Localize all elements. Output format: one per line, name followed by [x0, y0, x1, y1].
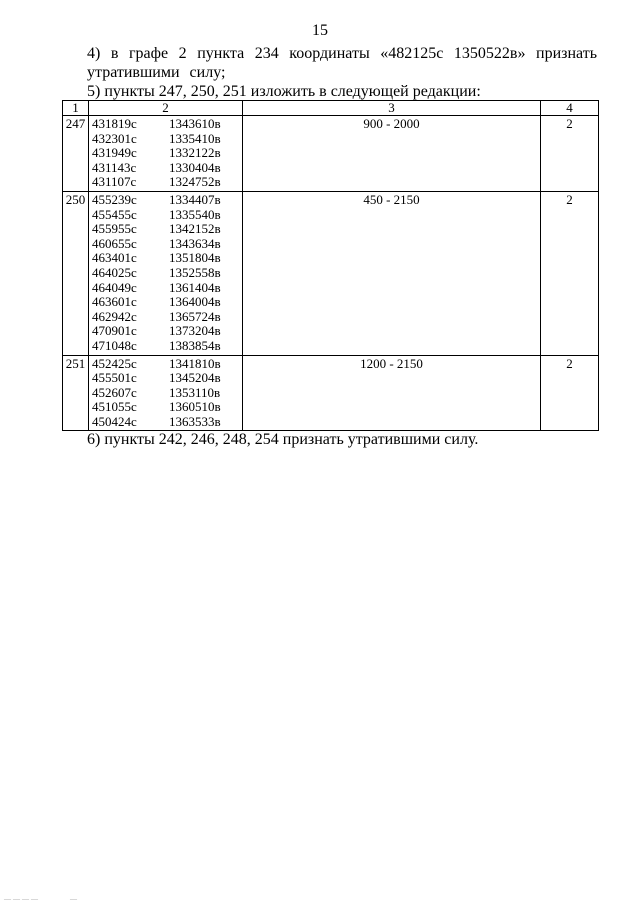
- header-col-4: 4: [541, 101, 599, 116]
- coordinate-pair: [92, 251, 242, 266]
- longitude-value: 1383854в: [169, 337, 221, 353]
- coordinates-cell: [89, 191, 243, 355]
- table-row: [63, 355, 599, 431]
- header-col-2: 2: [89, 101, 243, 116]
- coordinate-pair: [92, 386, 242, 401]
- coordinate-pair: [92, 146, 242, 161]
- coordinate-pair: [92, 132, 242, 147]
- latitude-value: 450424с: [92, 413, 137, 429]
- latitude-value: 431819с: [92, 116, 137, 131]
- coordinate-pair: [92, 371, 242, 386]
- item-4-paragraph: [87, 44, 597, 82]
- coordinate-pair: [92, 117, 242, 132]
- coordinate-pair: [92, 208, 242, 223]
- coordinate-pair: [92, 193, 242, 208]
- latitude-value: 464049с: [92, 279, 137, 295]
- item-6-paragraph: 6) пункты 242, 246, 248, 254 признать утратившими силу.: [87, 431, 479, 448]
- longitude-value: 1343634в: [169, 235, 221, 251]
- latitude-value: 452607с: [92, 384, 137, 400]
- longitude-value: 1334407в: [169, 191, 221, 207]
- header-col-3: 3: [243, 101, 541, 116]
- header-col-1: 1: [63, 101, 89, 116]
- coordinate-pair: [92, 357, 242, 372]
- longitude-value: 1335410в: [169, 130, 221, 146]
- altitude-range-cell: 450 - 2150: [243, 191, 541, 355]
- point-number-cell: 251: [63, 355, 89, 431]
- latitude-value: 431143с: [92, 159, 137, 175]
- latitude-value: 464025с: [92, 264, 137, 280]
- longitude-value: 1360510в: [169, 399, 221, 415]
- latitude-value: 462942с: [92, 308, 137, 324]
- coordinate-pair: [92, 281, 242, 296]
- coordinate-pair: [92, 400, 242, 415]
- latitude-value: 455239с: [92, 191, 137, 207]
- coordinates-table: [62, 100, 599, 431]
- latitude-value: 431107с: [92, 174, 137, 190]
- longitude-value: 1361404в: [169, 279, 221, 295]
- coordinate-pair: [92, 266, 242, 281]
- longitude-value: 1353110в: [169, 384, 221, 400]
- longitude-value: 1324752в: [169, 174, 221, 190]
- coordinates-cell: [89, 355, 243, 431]
- class-cell: 2: [541, 355, 599, 431]
- coordinate-pair: [92, 222, 242, 237]
- longitude-value: 1365724в: [169, 308, 221, 324]
- item-4-line-2: утратившими силу;: [87, 64, 226, 81]
- latitude-value: 431949с: [92, 145, 137, 161]
- latitude-value: 451055с: [92, 399, 137, 415]
- class-cell: 2: [541, 191, 599, 355]
- item-5-paragraph: 5) пункты 247, 250, 251 изложить в следующей редакции:: [87, 83, 481, 100]
- longitude-value: 1364004в: [169, 294, 221, 310]
- coordinate-pair: [92, 175, 242, 190]
- table-row: [63, 116, 599, 192]
- coordinate-pair: [92, 295, 242, 310]
- latitude-value: 471048с: [92, 337, 137, 353]
- coordinate-pair: [92, 415, 242, 430]
- longitude-value: 1373204в: [169, 323, 221, 339]
- altitude-range-cell: 1200 - 2150: [243, 355, 541, 431]
- latitude-value: 470901с: [92, 323, 137, 339]
- longitude-value: 1351804в: [169, 250, 221, 266]
- latitude-value: 455501с: [92, 370, 137, 386]
- longitude-value: 1332122в: [169, 145, 221, 161]
- point-number-cell: 247: [63, 116, 89, 192]
- longitude-value: 1363533в: [169, 413, 221, 429]
- longitude-value: 1330404в: [169, 159, 221, 175]
- coordinate-pair: [92, 237, 242, 252]
- scan-edge-mark: ―――― ―: [4, 895, 79, 903]
- longitude-value: 1352558в: [169, 264, 221, 280]
- table-header-row: [63, 101, 599, 116]
- page-number: 15: [312, 22, 328, 39]
- latitude-value: 432301с: [92, 130, 137, 146]
- coordinate-pair: [92, 161, 242, 176]
- latitude-value: 463401с: [92, 250, 137, 266]
- table-row: [63, 191, 599, 355]
- class-cell: 2: [541, 116, 599, 192]
- latitude-value: 455955с: [92, 221, 137, 237]
- longitude-value: 1335540в: [169, 206, 221, 222]
- longitude-value: 1342152в: [169, 221, 221, 237]
- table-body: [63, 116, 599, 431]
- point-number-cell: 250: [63, 191, 89, 355]
- item-4-line-1: 4) в графе 2 пункта 234 координаты «482125с 1350522в» признать: [87, 45, 597, 62]
- coordinate-pair: [92, 324, 242, 339]
- latitude-value: 460655с: [92, 235, 137, 251]
- longitude-value: 1345204в: [169, 370, 221, 386]
- latitude-value: 452425с: [92, 355, 137, 371]
- altitude-range-cell: 900 - 2000: [243, 116, 541, 192]
- coordinate-pair: [92, 339, 242, 354]
- coordinate-pair: [92, 310, 242, 325]
- longitude-value: 1341810в: [169, 355, 221, 371]
- latitude-value: 463601с: [92, 294, 137, 310]
- longitude-value: 1343610в: [169, 116, 221, 131]
- latitude-value: 455455с: [92, 206, 137, 222]
- coordinates-cell: [89, 116, 243, 192]
